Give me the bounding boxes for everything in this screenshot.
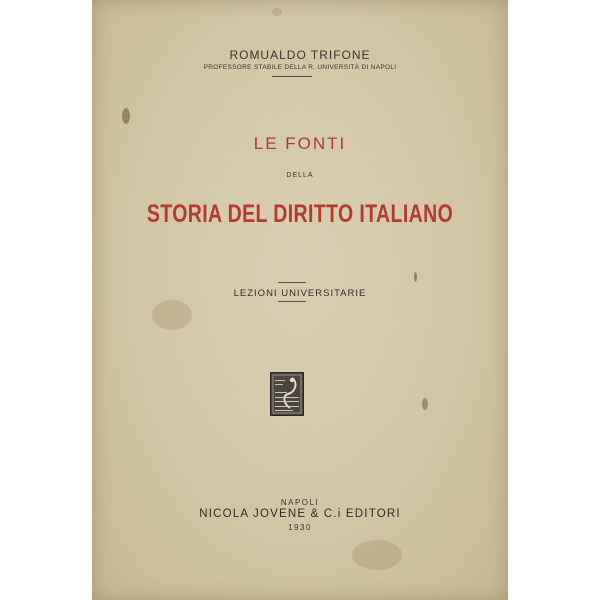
paper-stain (422, 398, 428, 410)
divider (272, 76, 312, 77)
paper-stain (414, 272, 417, 282)
title-line-1: LE FONTI (253, 134, 347, 153)
divider (278, 282, 306, 283)
paper-stain (152, 300, 192, 330)
subtitle: LEZIONI UNIVERSITARIE (233, 288, 367, 299)
book-cover (92, 0, 508, 600)
divider (278, 301, 306, 302)
author-affiliation: PROFESSORE STABILE DELLA R. UNIVERSITÀ DI NAPOLI (203, 64, 397, 71)
title-connector: DELLA (286, 172, 314, 179)
publication-city: NAPOLI (280, 498, 320, 507)
title-line-2: STORIA DEL DIRITTO ITALIANO (146, 200, 454, 228)
publication-year: 1930 (288, 523, 312, 532)
author-name: ROMUALDO TRIFONE (229, 48, 371, 62)
publisher-emblem-icon (270, 372, 304, 416)
paper-stain (352, 540, 402, 570)
paper-stain (272, 8, 282, 16)
publisher-name: NICOLA JOVENE & C.i EDITORI (199, 508, 401, 520)
paper-stain (122, 108, 130, 124)
